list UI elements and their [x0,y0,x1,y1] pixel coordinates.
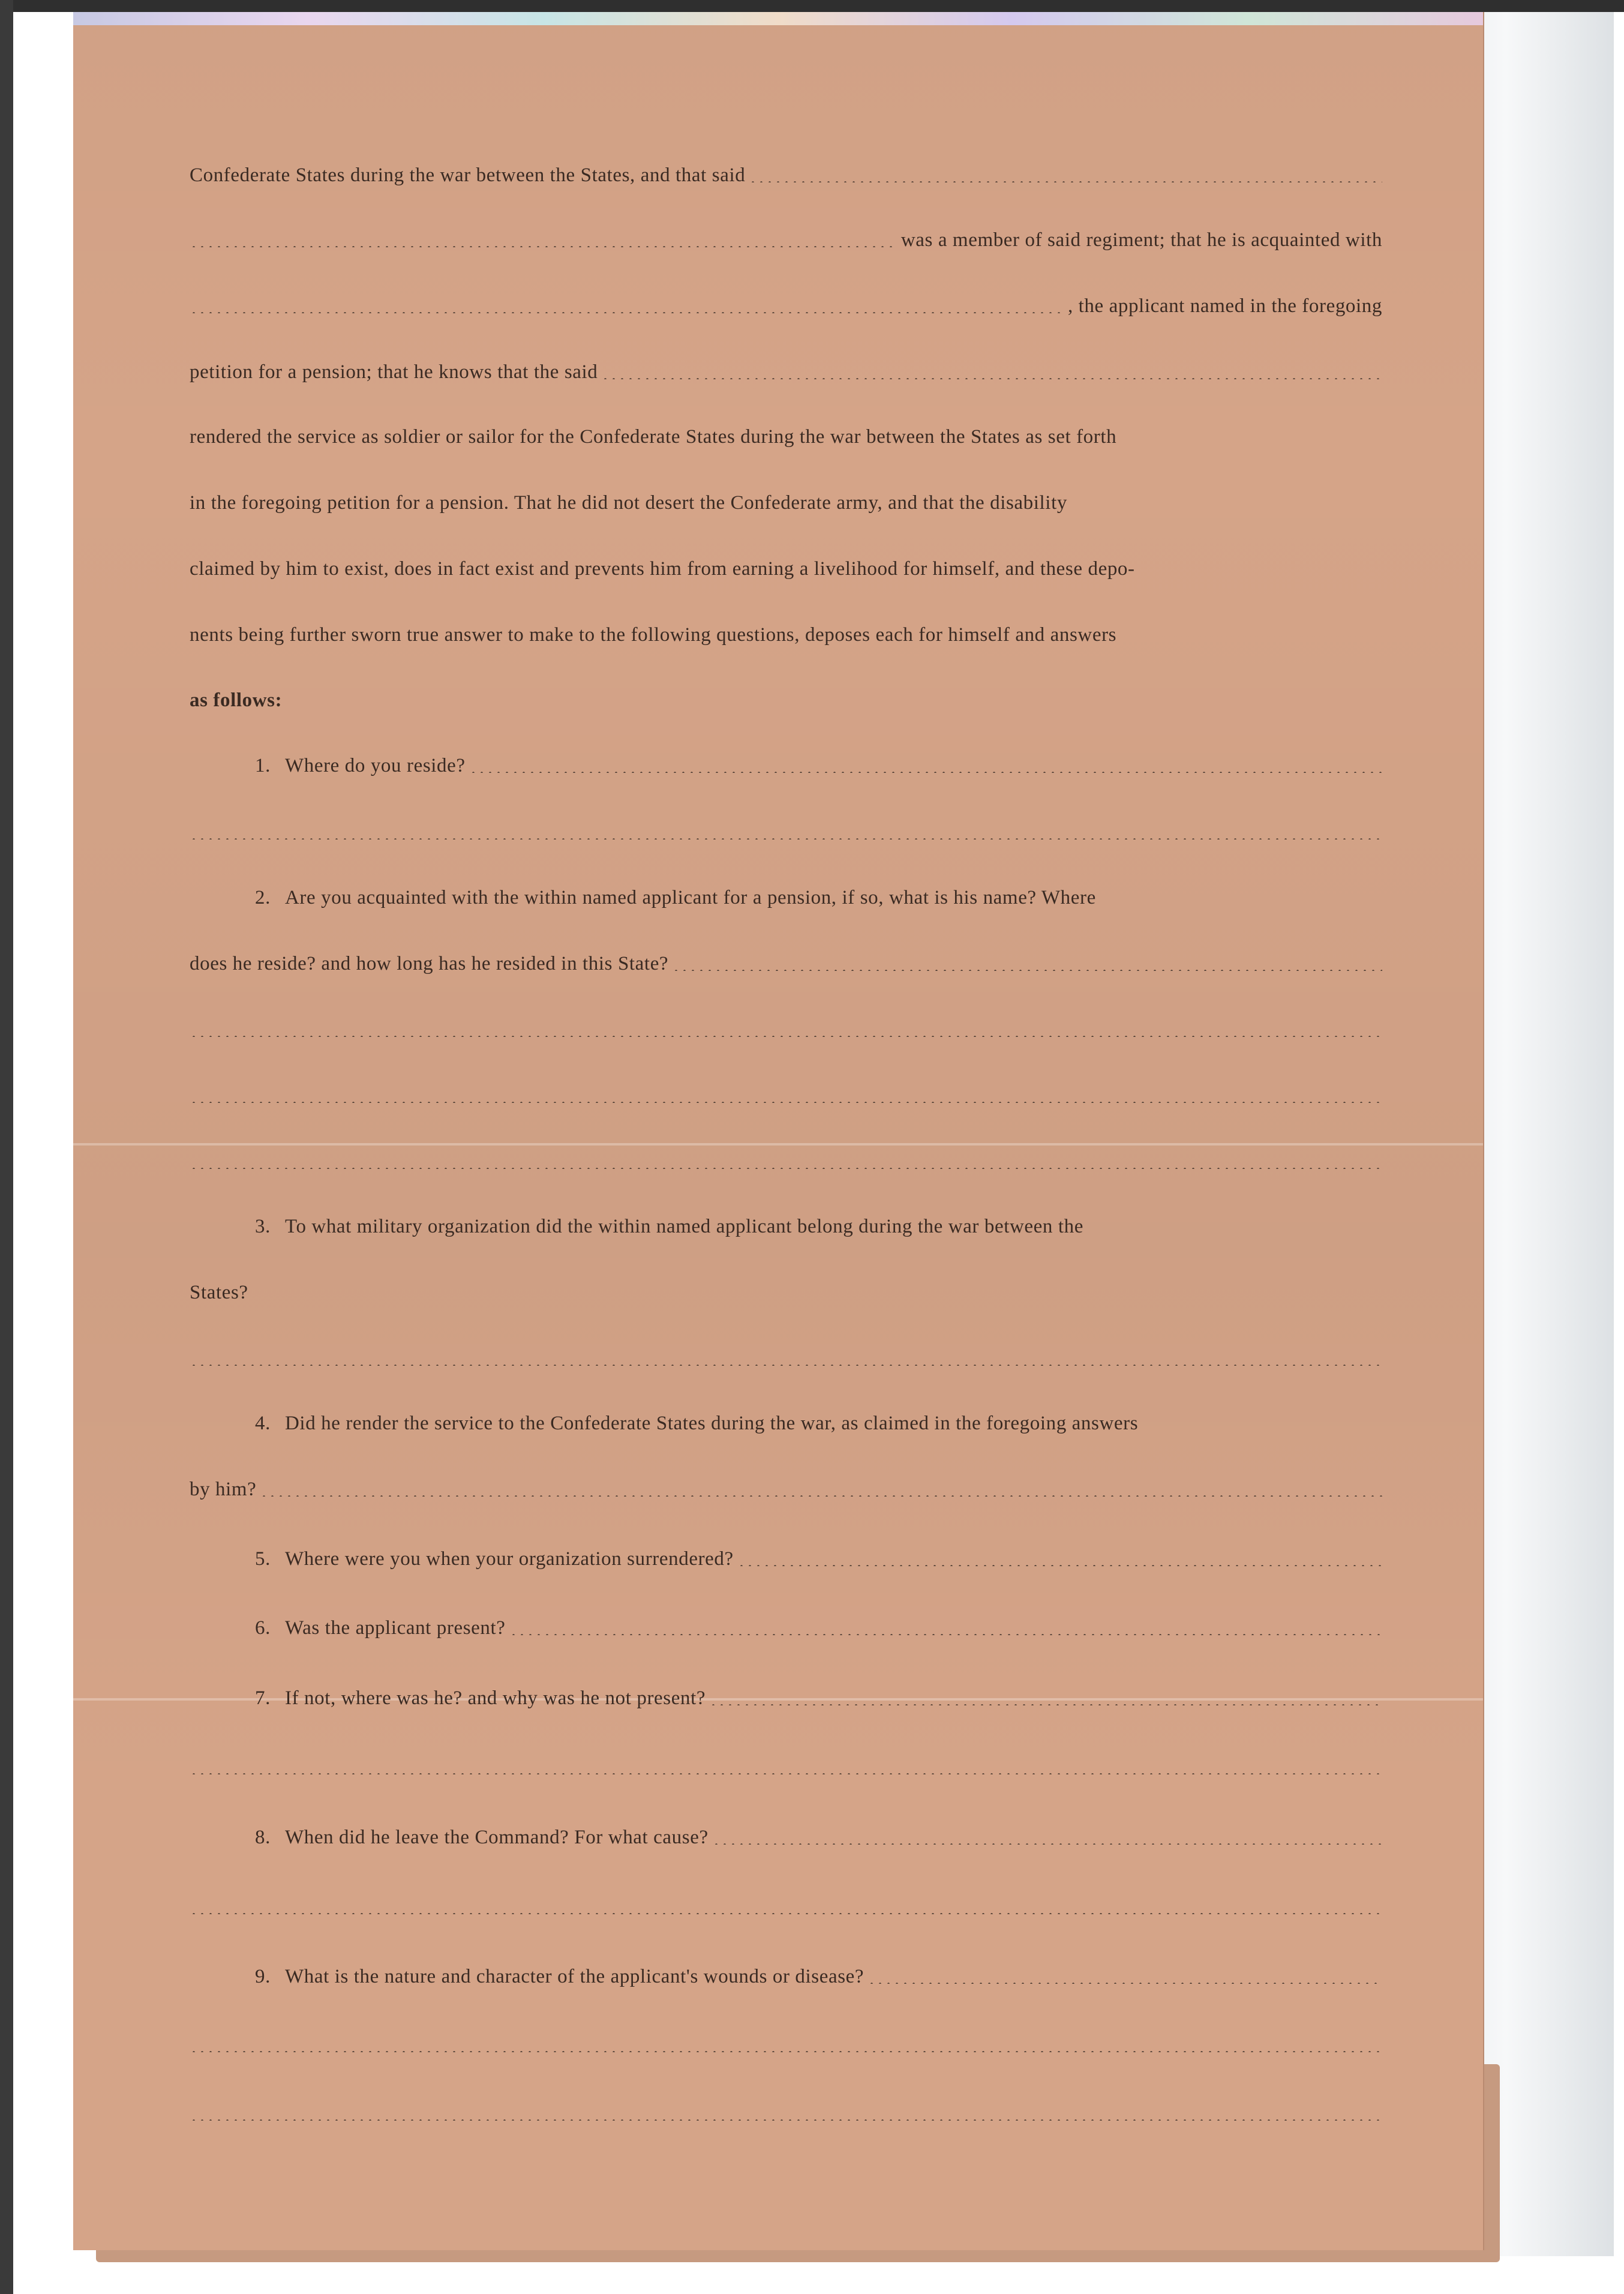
blank-line[interactable] [190,312,1064,313]
question-2-continued [190,946,1382,982]
affidavit-text: was a member of said regiment; that he is acquainted with [900,229,1382,251]
question-text: To what military organization did the within named applicant belong during the war between the [285,1216,1083,1237]
answer-line[interactable] [190,1036,1382,1037]
scan-border-top [0,0,1624,12]
blank-line[interactable] [749,181,1382,182]
affidavit-line [190,551,1382,587]
affidavit-line [190,419,1382,455]
blank-line[interactable] [601,378,1382,379]
question-number: 4. [255,1413,271,1434]
question-text: Was the applicant present? [285,1617,506,1639]
question-text: States? [190,1282,248,1303]
question-text: Did he render the service to the Confederate States during the war, as claimed in the foregoing answers [285,1413,1139,1434]
blank-line[interactable] [190,246,897,247]
question-text: Where were you when your organization surrendered? [285,1548,734,1570]
affidavit-text: Confederate States during the war between the States, and that said [190,164,746,186]
question-5 [255,1541,1382,1577]
question-4 [255,1405,1382,1441]
affidavit-text: as follows: [190,689,283,711]
affidavit-line [190,682,1382,718]
answer-line[interactable] [509,1634,1382,1635]
answer-line[interactable] [190,1913,1382,1914]
answer-line[interactable] [712,1843,1382,1845]
question-9 [255,1959,1382,1995]
affidavit-line [190,617,1382,653]
question-number: 9. [255,1966,271,1987]
affidavit-line [190,485,1382,521]
sleeve-reflection-band [73,12,1483,25]
answer-row [190,1144,1382,1180]
answer-line[interactable] [737,1565,1382,1566]
answer-line[interactable] [709,1704,1382,1705]
question-text: When did he leave the Command? For what cause? [285,1827,709,1848]
question-6 [255,1610,1382,1646]
answer-line[interactable] [190,838,1382,839]
affidavit-text: , the applicant named in the foregoing [1067,295,1382,317]
affidavit-line [190,354,1382,390]
answer-line[interactable] [190,1102,1382,1103]
question-number: 2. [255,887,271,908]
question-number: 8. [255,1827,271,1848]
question-text: What is the nature and character of the applicant's wounds or disease? [285,1966,864,1987]
question-text: does he reside? and how long has he resided in this State? [190,953,669,974]
affidavit-text: in the foregoing petition for a pension. That he did not desert the Confederate army, and that the disability [190,492,1067,514]
affidavit-line [190,157,1382,193]
question-7 [255,1680,1382,1716]
question-3-continued [190,1275,1382,1311]
answer-row [190,1012,1382,1048]
answer-line[interactable] [190,1773,1382,1774]
answer-row [190,1889,1382,1925]
question-4-continued [190,1471,1382,1507]
answer-row [190,2027,1382,2063]
answer-line[interactable] [672,970,1382,971]
affidavit-text: nents being further sworn true answer to make to the following questions, deposes each for himself and answers [190,624,1117,646]
answer-row [190,814,1382,850]
affidavit-line [190,288,1382,324]
question-number: 7. [255,1687,271,1709]
question-number: 5. [255,1548,271,1570]
answer-line[interactable] [867,1983,1382,1984]
answer-line[interactable] [190,1168,1382,1169]
question-text: If not, where was he? and why was he not present? [285,1687,706,1709]
affidavit-text: claimed by him to exist, does in fact exist and prevents him from earning a livelihood for himself, and these depo- [190,558,1135,580]
answer-line[interactable] [190,1365,1382,1366]
answer-row [190,1078,1382,1114]
affidavit-text: petition for a pension; that he knows that the said [190,361,598,383]
answer-row [190,1749,1382,1785]
scan-border-left [0,0,13,2294]
question-8 [255,1819,1382,1855]
question-number: 3. [255,1216,271,1237]
answer-line[interactable] [190,2119,1382,2121]
question-text: Where do you reside? [285,755,466,776]
answer-row [190,2095,1382,2131]
affidavit-text: rendered the service as soldier or sailor for the Confederate States during the war between the States as set forth [190,426,1117,448]
question-number: 1. [255,755,271,776]
question-text: Are you acquainted with the within named applicant for a pension, if so, what is his name? Where [285,887,1096,908]
question-3 [255,1209,1382,1245]
question-number: 6. [255,1617,271,1639]
question-1 [255,748,1382,784]
answer-line[interactable] [469,772,1382,773]
affidavit-line [190,222,1382,258]
question-text: by him? [190,1479,257,1500]
answer-row [190,1341,1382,1377]
question-2 [255,880,1382,916]
answer-line[interactable] [190,2051,1382,2052]
answer-line[interactable] [260,1495,1382,1497]
